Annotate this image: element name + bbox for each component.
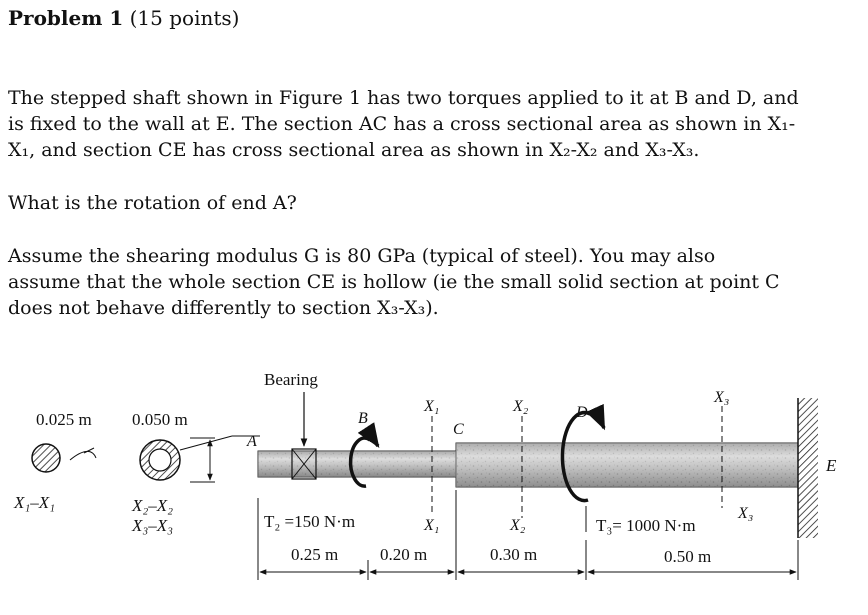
torque-b-value: T₂ =150 N·m [264, 512, 356, 531]
bearing-label: Bearing [264, 370, 318, 389]
dimension-de: 0.50 m [664, 547, 712, 566]
dimension-line [260, 490, 798, 580]
dimension-ab: 0.25 m [291, 545, 339, 564]
cross-section-hollow [140, 436, 260, 482]
x3-top-label: X₃ [714, 389, 730, 406]
hollow-diameter-label: 0.050 m [132, 410, 188, 429]
x1-bottom-label: X₁ [424, 517, 440, 534]
point-d-label: D [576, 404, 588, 421]
figure-1 [0, 360, 868, 615]
point-b-label: B [358, 410, 368, 427]
point-c-label: C [453, 421, 464, 438]
paragraph-1-line-3: X₁, and section CE has cross sectional area as shown in X₂-X₂ and X₃-X₃. [8, 139, 700, 161]
x1-top-label: X₁ [424, 398, 440, 415]
torque-d-value: T₃= 1000 N·m [596, 516, 696, 535]
x2-bottom-label: X₂ [510, 517, 526, 534]
paragraph-3-line-2: assume that the whole section CE is hollow (ie the small solid section at point C [8, 271, 780, 293]
x3-bottom-label: X₃ [738, 505, 754, 522]
x2-top-label: X₂ [513, 398, 529, 415]
section-x2-label: X₂–X₂ [132, 496, 174, 515]
section-x3-label: X₃–X₃ [132, 516, 174, 535]
paragraph-3-line-3: does not behave differently to section X₃-X₃). [8, 297, 439, 319]
section-x1-label: X₁–X₁ [14, 493, 56, 512]
paragraph-1-line-2: is fixed to the wall at E. The section AC has a cross sectional area as shown in X₁- [8, 113, 796, 135]
solid-diameter-label: 0.025 m [36, 410, 92, 429]
paragraph-1-line-1: The stepped shaft shown in Figure 1 has two torques applied to it at B and D, and [8, 87, 799, 109]
problem-points: (15 points) [129, 6, 240, 30]
problem-title [8, 6, 239, 30]
question-text: What is the rotation of end A? [8, 192, 297, 214]
problem-heading: Problem 1 [8, 6, 124, 30]
dimension-cd: 0.30 m [490, 545, 538, 564]
paragraph-3-line-1: Assume the shearing modulus G is 80 GPa (typical of steel). You may also [8, 245, 716, 267]
dimension-bc: 0.20 m [380, 545, 428, 564]
fixed-wall [798, 398, 818, 538]
point-a-label: A [247, 433, 257, 450]
cross-section-solid [32, 444, 96, 472]
point-e-label: E [826, 456, 837, 475]
